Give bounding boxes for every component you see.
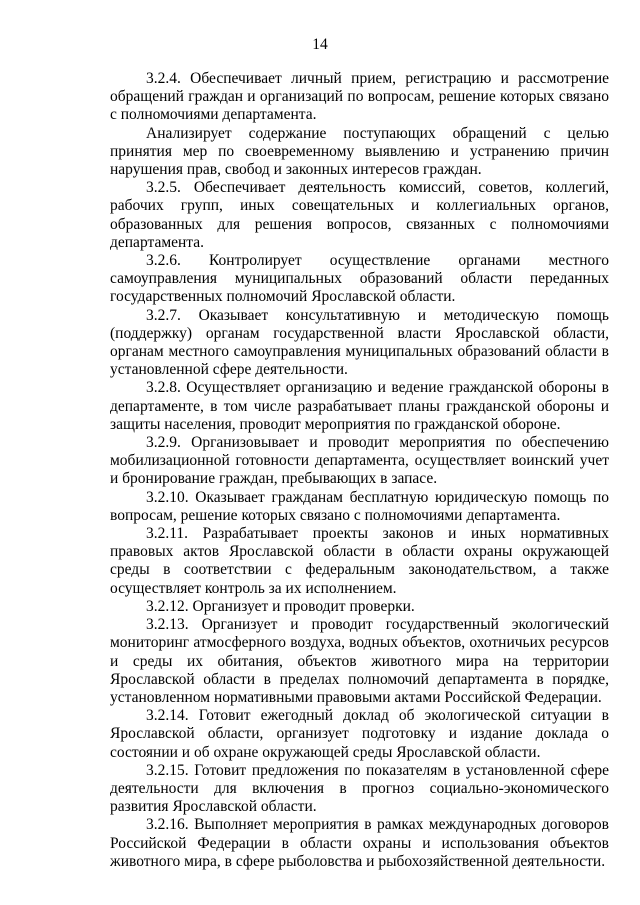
paragraph-3-2-5: 3.2.5. Обеспечивает деятельность комиссий, советов, коллегий, рабочих групп, иных совещательных и коллегиальных органов, образованных для решения вопросов, связанных с полномочиями департамента. (110, 179, 609, 251)
paragraph-3-2-14: 3.2.14. Готовит ежегодный доклад об экологической ситуации в Ярославской области, организует подготовку и издание доклада о состоянии и об охране окружающей среды Ярославской области. (110, 707, 609, 761)
paragraph-analysis: Анализирует содержание поступающих обращений с целью принятия мер по своевременному выявлению и устранению причин нарушения прав, свобод и законных интересов граждан. (110, 124, 609, 179)
paragraph-3-2-16: 3.2.16. Выполняет мероприятия в рамках международных договоров Российской Федерации в области охраны и использования объектов животного мира, в сфере рыболовства и рыбохозяйственной деятельности. (110, 816, 609, 870)
paragraph-3-2-7: 3.2.7. Оказывает консультативную и методическую помощь (поддержку) органам государственной власти Ярославской области, органам местного самоуправления муниципальных образований области в установленной сфере деятельности. (110, 306, 609, 379)
paragraph-3-2-9: 3.2.9. Организовывает и проводит мероприятия по обеспечению мобилизационной готовности департамента, осуществляет воинский учет и бронирование граждан, пребывающих в запасе. (110, 434, 609, 488)
paragraph-3-2-6: 3.2.6. Контролирует осуществление органами местного самоуправления муниципальных образований области переданных государственных полномочий Ярославской области. (110, 252, 609, 306)
paragraph-3-2-8: 3.2.8. Осуществляет организацию и ведение гражданской обороны в департаменте, в том числе разрабатывает планы гражданской обороны и защиты населения, проводит мероприятия по гражданской обороне. (110, 379, 609, 433)
paragraph-3-2-15: 3.2.15. Готовит предложения по показателям в установленной сфере деятельности для включения в прогноз социально-экономического развития Ярославской области. (110, 761, 609, 816)
paragraph-3-2-12: 3.2.12. Организует и проводит проверки. (146, 597, 415, 615)
paragraph-3-2-11: 3.2.11. Разрабатывает проекты законов и иных нормативных правовых актов Ярославской области в области охраны окружающей среды в соответствии с федеральным законодательством, а также осуществляет контроль за их исполнением. (110, 525, 609, 597)
paragraph-3-2-4: 3.2.4. Обеспечивает личный прием, регистрацию и рассмотрение обращений граждан и организаций по вопросам, решение которых связано с полномочиями департамента. (110, 70, 609, 124)
document-body (110, 70, 609, 871)
paragraph-3-2-10: 3.2.10. Оказывает гражданам бесплатную юридическую помощь по вопросам, решение которых связано с полномочиями департамента. (110, 488, 609, 524)
paragraph-3-2-13: 3.2.13. Организует и проводит государственный экологический мониторинг атмосферного воздуха, водных объектов, охотничьих ресурсов и среды их обитания, объектов животного мира на территории Ярославской области в пределах полномочий департамента в порядке, установленном нормативными правовыми актами Российской Федерации. (110, 616, 609, 706)
page-number: 14 (312, 36, 328, 53)
